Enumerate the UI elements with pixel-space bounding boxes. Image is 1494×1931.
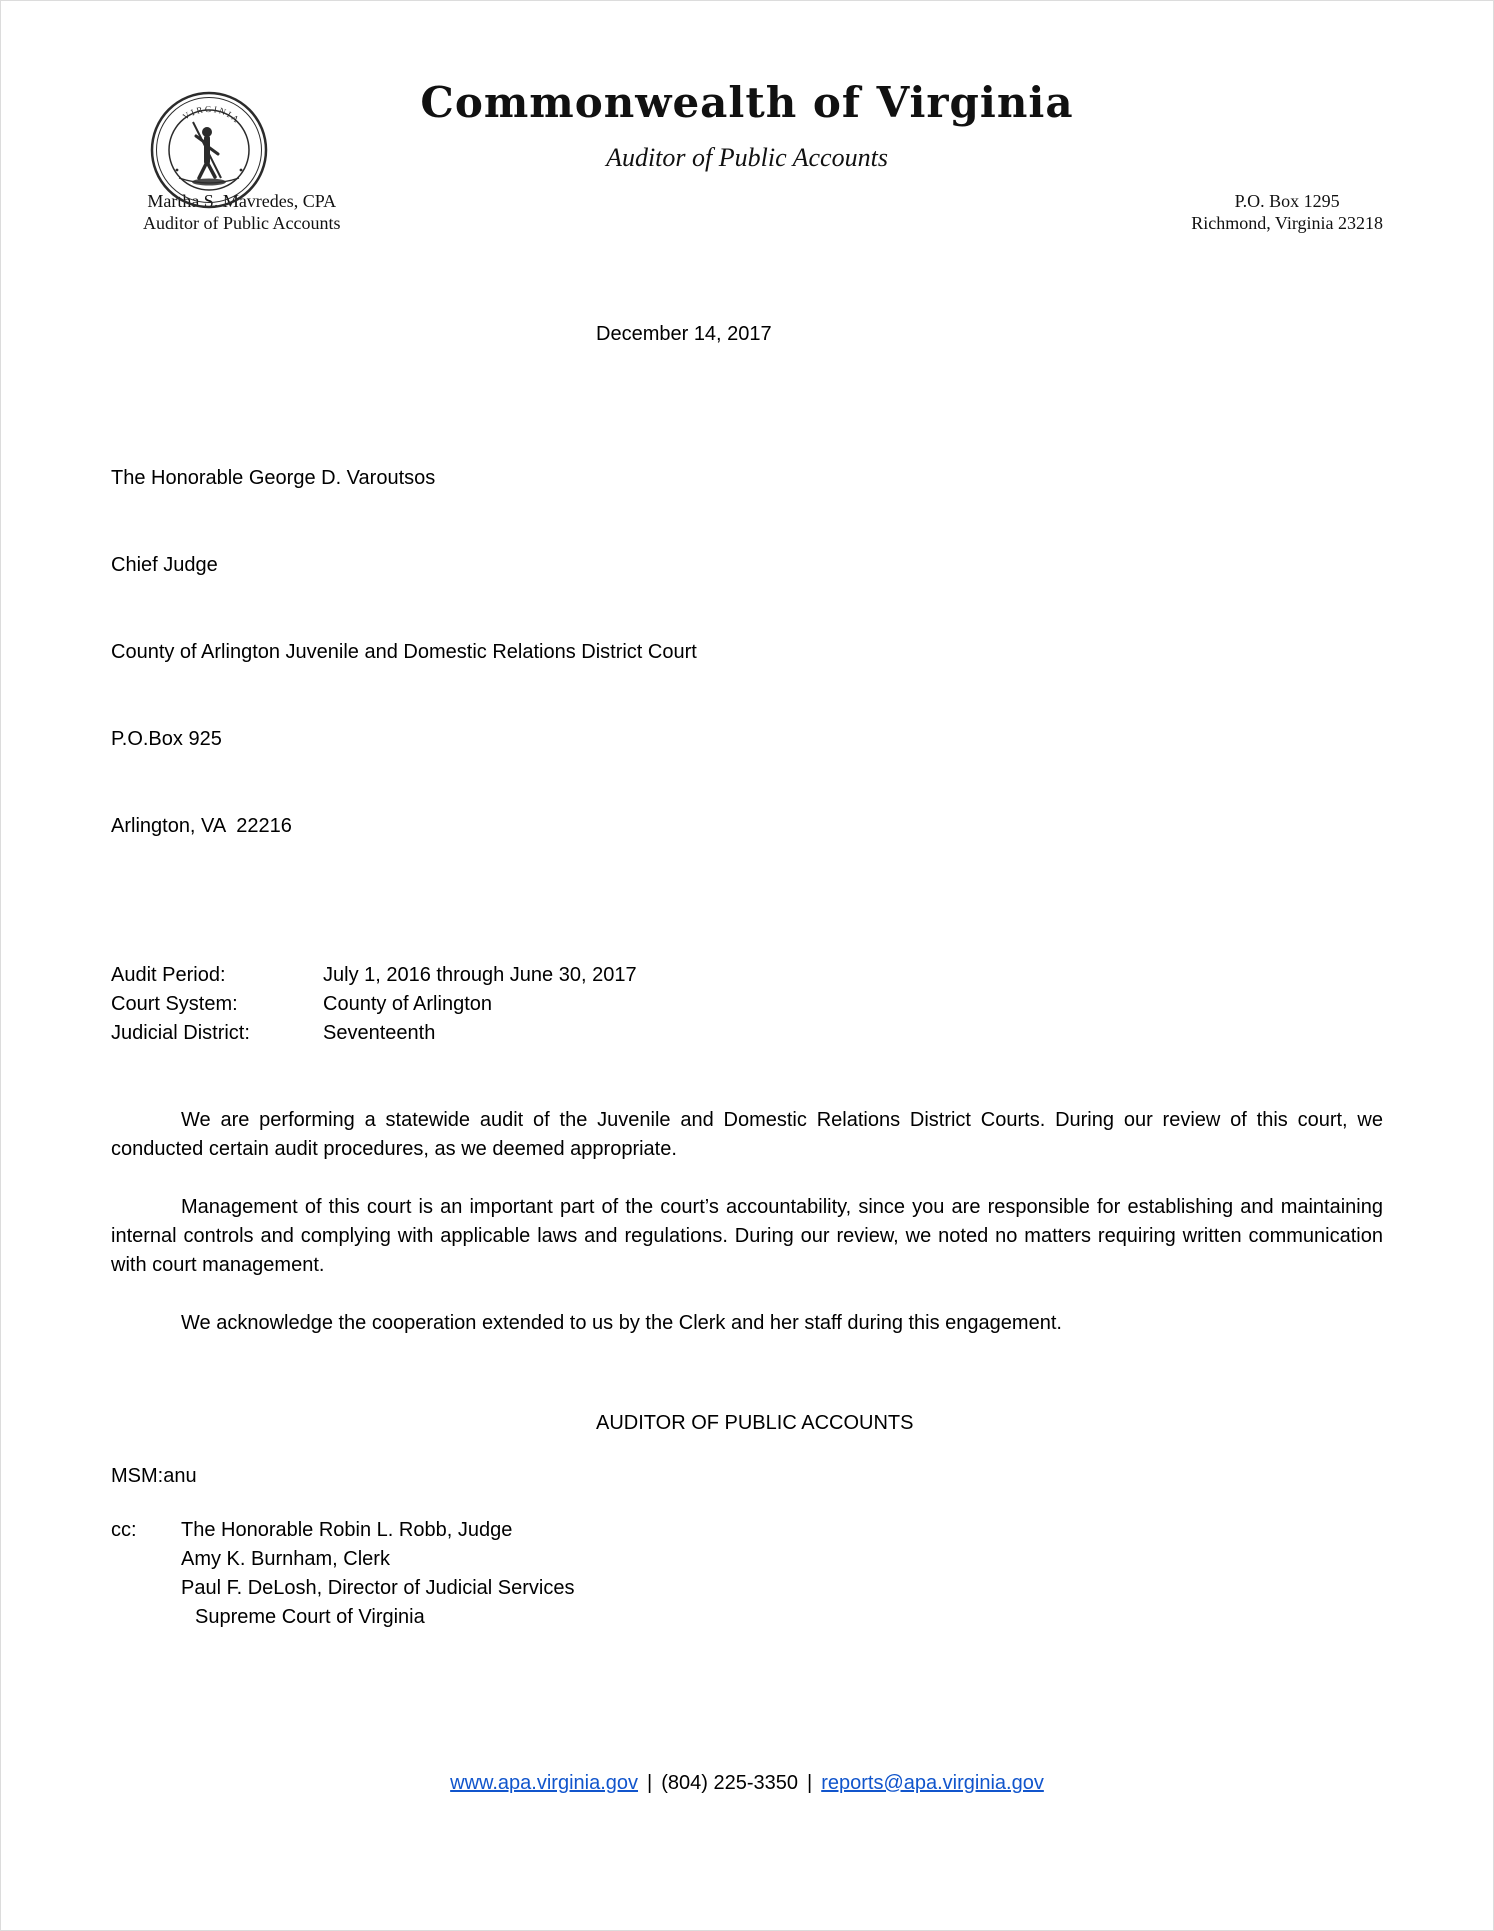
letterhead-contacts <box>111 190 1383 234</box>
cc-name: The Honorable Robin L. Robb, Judge <box>181 1519 513 1541</box>
cc-name: Amy K. Burnham, Clerk <box>181 1548 390 1570</box>
footer-separator: | <box>807 1772 813 1794</box>
letter-footer <box>111 1772 1383 1795</box>
org-subtitle: Auditor of Public Accounts <box>606 143 888 172</box>
po-box: P.O. Box 1295 <box>1234 191 1340 211</box>
signature-organization: AUDITOR OF PUBLIC ACCOUNTS <box>596 1412 914 1434</box>
cc-name: Supreme Court of Virginia <box>195 1606 425 1628</box>
phone-number: (804) 225-3350 <box>661 1772 798 1794</box>
svg-text:VIRGINIA: VIRGINIA <box>180 103 243 126</box>
cc-name: Paul F. DeLosh, Director of Judicial Services <box>181 1577 575 1599</box>
audit-detail-row <box>111 1019 1383 1048</box>
email-link[interactable]: reports@apa.virginia.gov <box>821 1772 1044 1794</box>
cc-label: cc: <box>111 1519 137 1541</box>
body-paragraph: We acknowledge the cooperation extended to us by the Clerk and her staff during this engagement. <box>181 1312 1062 1334</box>
virginia-state-seal-icon <box>149 88 269 212</box>
letter-body <box>111 1106 1383 1338</box>
recipient-title: Chief Judge <box>111 554 218 576</box>
audit-detail-row <box>111 990 1383 1019</box>
court-system-label: Court System: <box>111 993 238 1015</box>
reference-initials: MSM:anu <box>111 1465 197 1487</box>
letterhead <box>111 78 1383 263</box>
judicial-district-value: Seventeenth <box>323 1022 436 1044</box>
footer-separator: | <box>647 1772 653 1794</box>
website-link[interactable]: www.apa.virginia.gov <box>450 1772 639 1794</box>
recipient-court: County of Arlington Juvenile and Domestic Relations District Court <box>111 641 697 663</box>
official-title: Auditor of Public Accounts <box>143 213 341 233</box>
audit-detail-row <box>111 961 1383 990</box>
audit-details <box>111 961 1383 1048</box>
official-name: Martha S. Mavredes, CPA <box>147 191 337 211</box>
audit-period-label: Audit Period: <box>111 964 226 986</box>
org-name: Commonwealth of Virginia <box>420 78 1074 127</box>
cc-block <box>111 1516 1383 1632</box>
recipient-city-state-zip: Arlington, VA 22216 <box>111 815 292 837</box>
body-paragraph: We are performing a statewide audit of the Juvenile and Domestic Relations District Courts. During our review of this court, we conducted certain audit procedures, as we deemed appropriate. <box>111 1109 1383 1160</box>
recipient-po-box: P.O.Box 925 <box>111 728 222 750</box>
judicial-district-label: Judicial District: <box>111 1022 250 1044</box>
address-block <box>1191 190 1383 234</box>
city-state-zip: Richmond, Virginia 23218 <box>1191 213 1383 233</box>
court-system-value: County of Arlington <box>323 993 492 1015</box>
letter-date: December 14, 2017 <box>596 323 772 345</box>
audit-period-value: July 1, 2016 through June 30, 2017 <box>323 964 637 986</box>
cc-list <box>181 1516 575 1632</box>
recipient-name: The Honorable George D. Varoutsos <box>111 467 436 489</box>
recipient-address <box>111 406 1383 899</box>
body-paragraph: Management of this court is an important part of the court’s accountability, since you are responsible for establishing and maintaining internal controls and complying with applicable laws and regulations. During our review, we noted no matters requiring written communication with court management. <box>111 1196 1383 1276</box>
